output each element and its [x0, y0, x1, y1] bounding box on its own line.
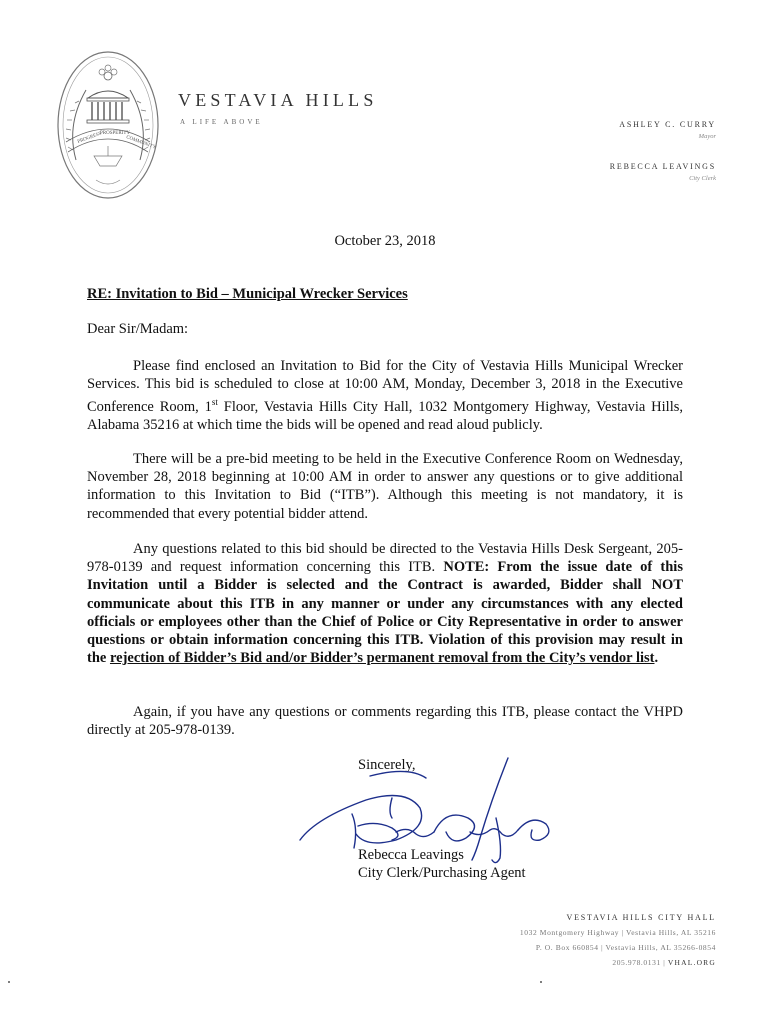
letter-footer	[520, 913, 716, 967]
scan-speck	[8, 981, 10, 983]
paragraph-3	[87, 540, 683, 667]
seal-banner-left: PROGRESS	[76, 131, 103, 145]
footer-phone: 205.978.0131	[612, 958, 661, 967]
paragraph-3-underlined: rejection of Bidder’s Bid and/or Bidder’s permanent removal from the City’s vendor list	[109, 650, 655, 667]
scan-speck	[540, 981, 542, 983]
paragraph-3-part-a: Any questions related to this bid should be directed to the Vestavia Hills Desk Sergeant, 205-978-0139 and request information concerning this ITB.	[87, 541, 683, 576]
mayor-title: Mayor	[698, 133, 716, 140]
letter-closing: Sincerely,	[358, 757, 416, 773]
seal-banner-right: COMMUNITY	[125, 135, 157, 151]
paragraph-4	[87, 703, 683, 739]
signer-name: Rebecca Leavings	[358, 847, 464, 863]
clerk-name: REBECCA LEAVINGS	[609, 162, 716, 171]
mayor-name: ASHLEY C. CURRY	[619, 120, 716, 129]
paragraph-2-text: There will be a pre-bid meeting to be held in the Executive Conference Room on Wednesday, November 28, 2018 beginning at 10:00 AM in order to answer any questions or to give additional information to this Invitation to Bid (“ITB”). Although this meeting is not mandatory, it is recommended that every potential bidder attend.	[87, 451, 683, 522]
paragraph-3-end: .	[654, 650, 659, 667]
signer-title: City Clerk/Purchasing Agent	[358, 865, 526, 881]
paragraph-3-notice: NOTE: From the issue date of this Invitation until a Bidder is selected and the Contract is awarded, Bidder shall NOT communicate about this ITB in any manner or under any circumstances with any elected officials or employees other than the Chief of Police or City Representative in order to answer questions or obtain information concerning this ITB. Violation of this provision may result in the	[87, 559, 683, 667]
footer-contact	[520, 958, 716, 967]
paragraph-1-superscript: st	[211, 397, 218, 408]
letter-salutation: Dear Sir/Madam:	[87, 321, 189, 337]
city-seal-logo	[56, 50, 160, 200]
paragraph-4-text: Again, if you have any questions or comments regarding this ITB, please contact the VHPD directly at 205-978-0139.	[87, 704, 683, 739]
clerk-title: City Clerk	[689, 175, 716, 182]
letter-date: October 23, 2018	[334, 233, 436, 249]
seal-banner-center: PROSPERITY	[100, 131, 131, 136]
officials-block	[610, 120, 716, 182]
signer-block	[358, 846, 526, 882]
footer-address: 1032 Montgomery Highway | Vestavia Hills, AL 35216	[519, 928, 716, 937]
footer-website: VHAL.ORG	[667, 958, 716, 967]
city-tagline: A LIFE ABOVE	[180, 118, 263, 126]
paragraph-1	[87, 357, 683, 435]
paragraph-2	[87, 450, 683, 523]
footer-po-box: P. O. Box 660854 | Vestavia Hills, AL 35266-0854	[535, 943, 716, 952]
footer-separator: |	[660, 958, 668, 967]
letter-subject: RE: Invitation to Bid – Municipal Wrecker Services	[87, 286, 408, 302]
paragraph-1-part-a: Please find enclosed an Invitation to Bid for the City of Vestavia Hills Municipal Wrecker Services. This bid is scheduled to close at 10:00 AM, Monday, December 3, 2018 in the Executive Conference Room, 1	[87, 358, 683, 416]
paragraph-1-part-b: Floor, Vestavia Hills City Hall, 1032 Montgomery Highway, Vestavia Hills, Alabama 35216 at which time the bids will be opened and read aloud publicly.	[87, 399, 683, 434]
city-name-wordmark: VESTAVIA HILLS	[178, 90, 378, 110]
footer-title: VESTAVIA HILLS CITY HALL	[566, 913, 716, 922]
